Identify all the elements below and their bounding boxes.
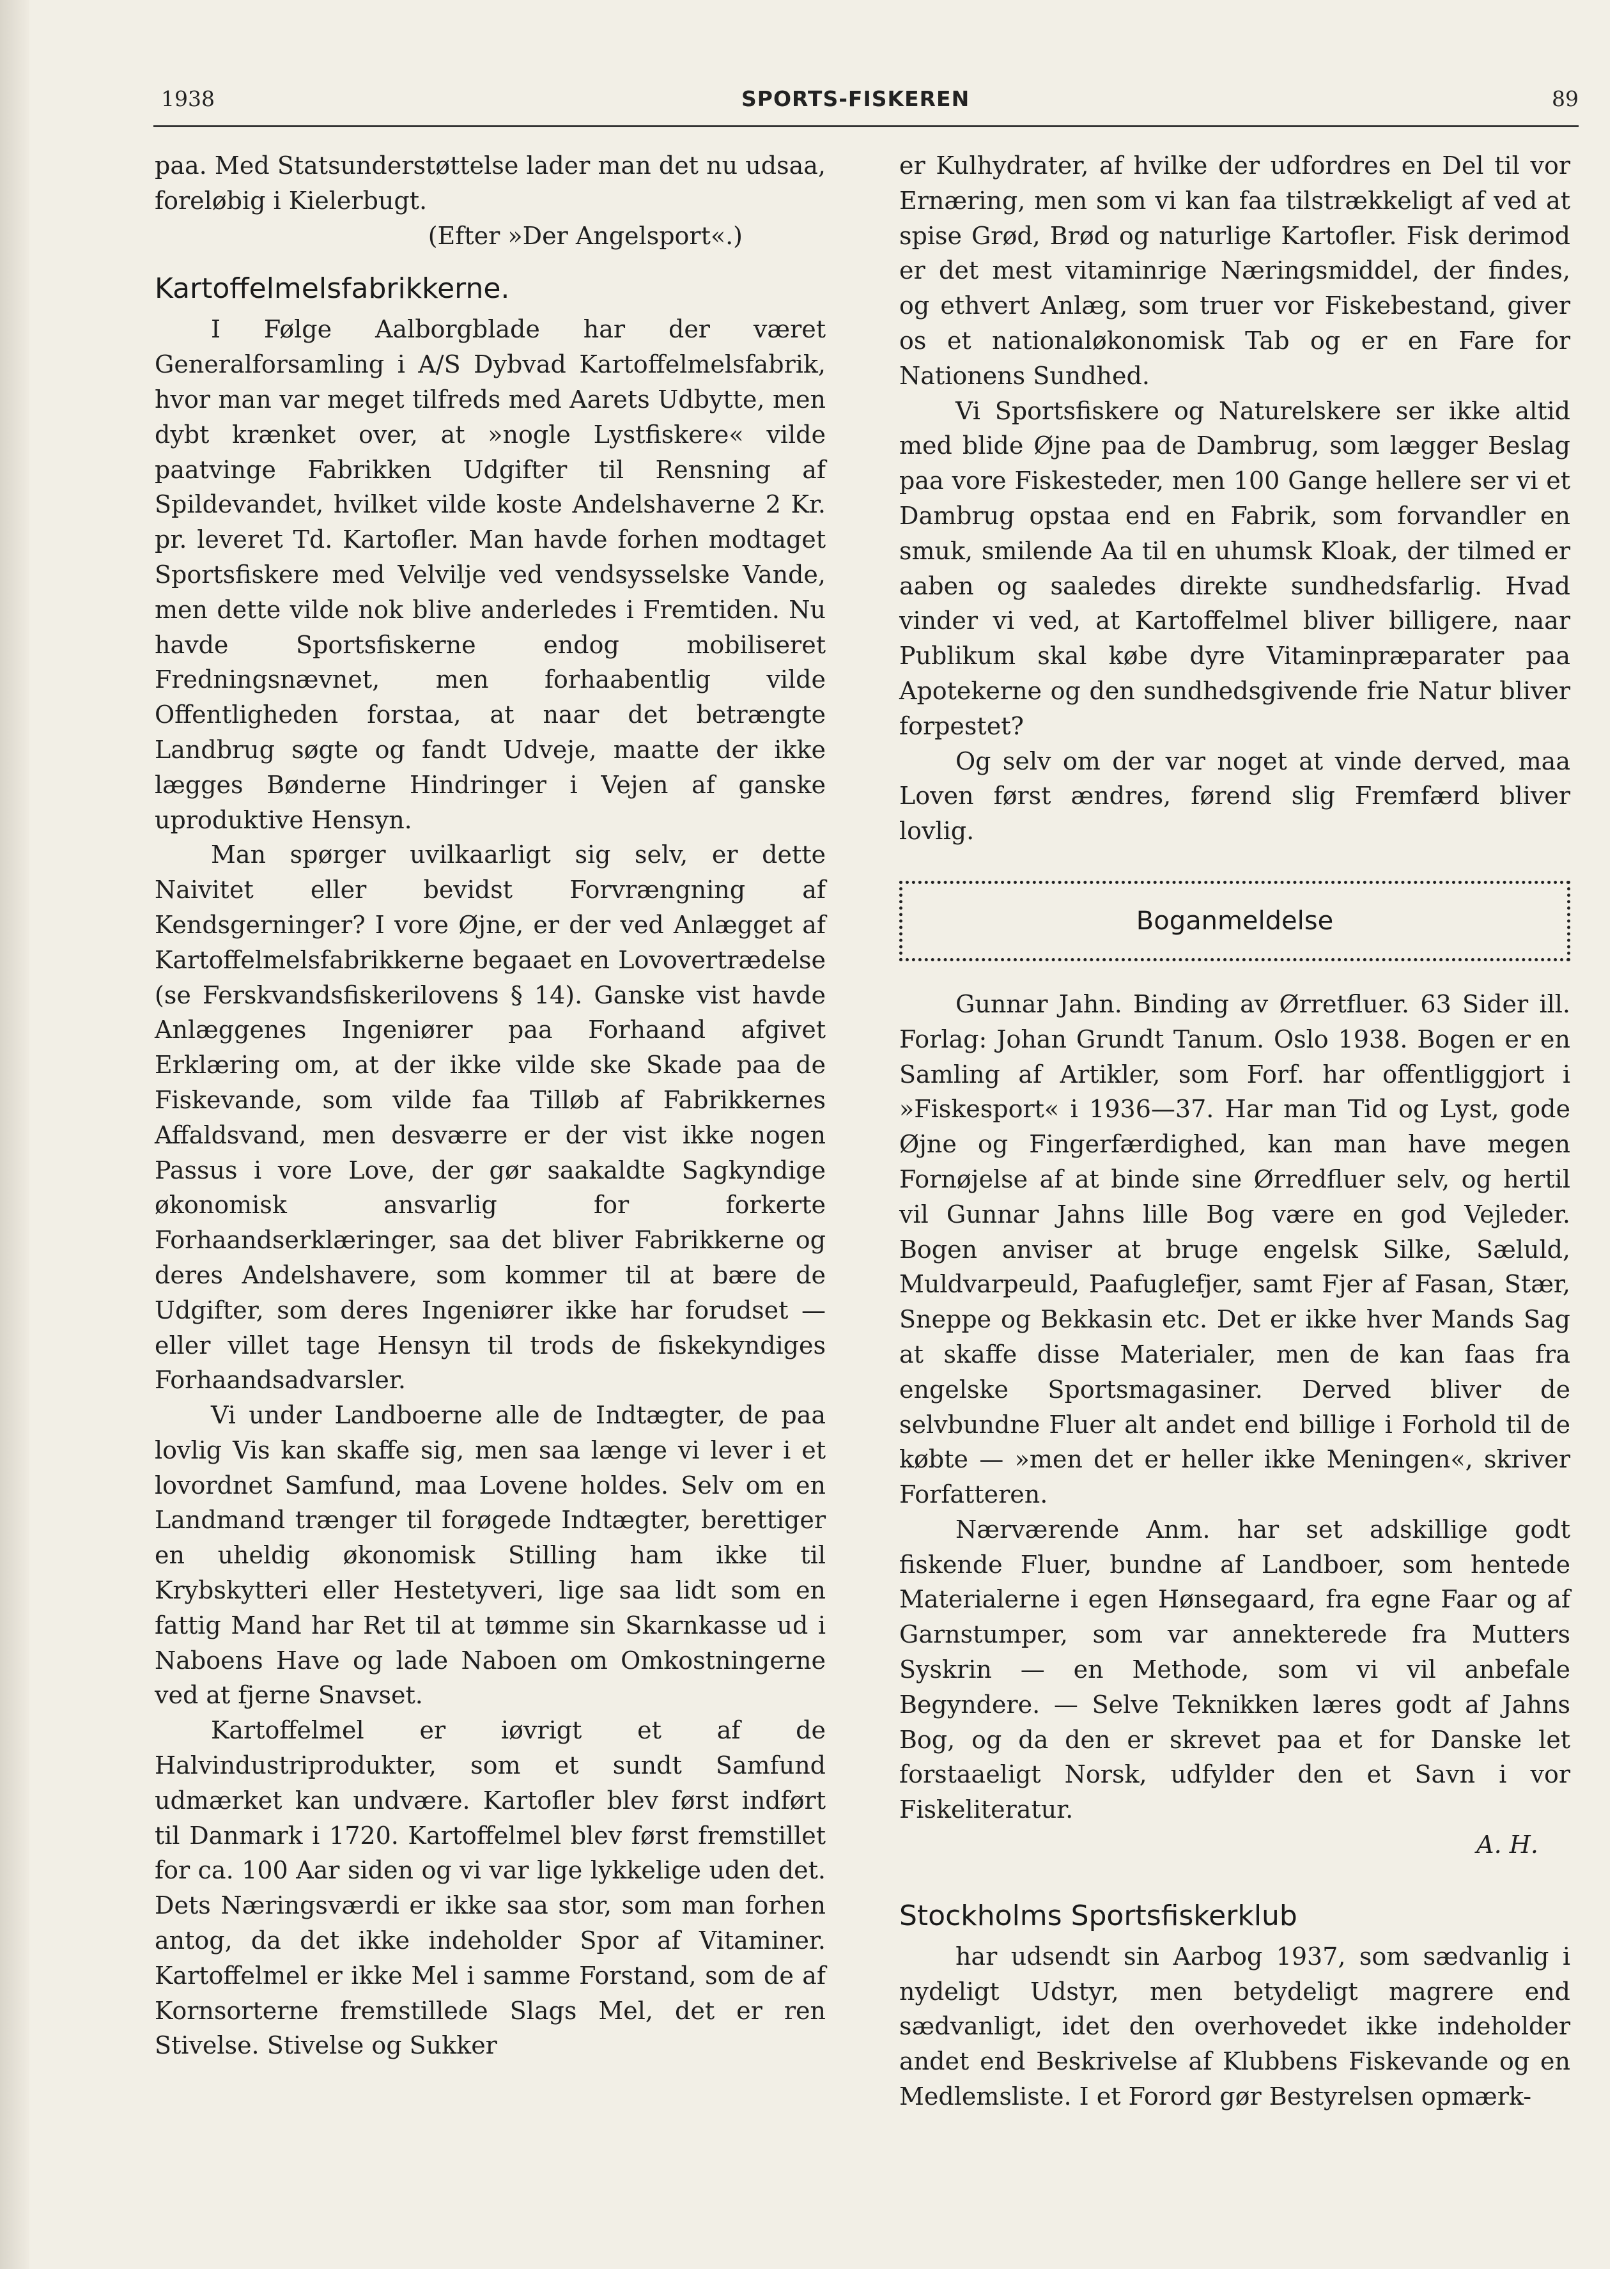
paragraph: I Følge Aalborgblade har der været Generalforsamling i A/S Dybvad Kartoffelmelsfabrik, hvor man var meget tilfreds med Aarets Udbytte, men dybt krænket over, at »nogle Lystfiskere« vilde paatvinge Fabrikken Udgifter til Rensning af Spildevandet, hvilket vilde koste Andelshaverne 2 Kr. pr. leveret Td. Kartofler. Man havde forhen modtaget Sportsfiskere med Velvilje ved vendsysselske Vande, men dette vilde nok blive anderledes i Fremtiden. Nu havde Sportsfiskerne endog mobiliseret Fredningsnævnet, men forhaabentlig vilde Offentligheden forstaa, at naar det betrængte Landbrug søgte og fandt Udveje, maatte der ikke lægges Bønderne Hindringer i Vejen af ganske uproduktive Hensyn. xyxy=(155,315,826,834)
binding-gutter xyxy=(0,0,29,2269)
review-paragraph: Gunnar Jahn. Binding av Ørretfluer. 63 Sider ill. Forlag: Johan Grundt Tanum. Oslo 1938. Bogen er en Samling af Artikler, som Forf. har offentliggjort i »Fiskesport« i 1936—37. Har man Tid og Lyst, gode Øjne og Fingerfærdighed, kan man have megen Fornøjelse af at binde sine Ørredfluer selv, og hertil vil Gunnar Jahns lille Bog være en god Vejleder. Bogen anviser at bruge engelsk Silke, Sæluld, Muldvarpeuld, Paafuglefjer, samt Fjer af Fasan, Stær, Sneppe og Bekkasin etc. Det er ikke hver Mands Sag at skaffe disse Materialer, men de kan faas fra engelske Sportsmagasiner. Derved bliver de selvbundne Fluer alt andet end billige i Forhold til de købte — »men det er heller ikke Meningen«, skriver Forfatteren. xyxy=(899,989,1570,1509)
review-signature: A. H. xyxy=(1476,1831,1538,1859)
review-box xyxy=(899,881,1570,961)
right-column xyxy=(899,148,1570,2114)
header-rule xyxy=(153,125,1579,127)
intro-text: paa. Med Statsunderstøttelse lader man det nu udsaa, foreløbig i Kielerbugt. xyxy=(155,151,826,215)
paragraph: Vi under Landboerne alle de Indtægter, de paa lovlig Vis kan skaffe sig, men saa længe vi lever i et lovordnet Samfund, maa Lovene holdes. Selv om en Landmand trænger til forøgede Indtægter, berettiger en uheldig økonomisk Stilling ham ikke til Krybskytteri eller Hestetyveri, lige saa lidt som en fattig Mand har Ret til at tømme sin Skarnkasse ud i Naboens Have og lade Naboen om Omkostningerne ved at fjerne Snavset. xyxy=(155,1401,826,1710)
intro-source: (Efter »Der Angelsport«.) xyxy=(428,221,743,250)
page-edge xyxy=(1610,0,1624,2269)
review-paragraph: Nærværende Anm. har set adskillige godt fiskende Fluer, bundne af Landboer, som hentede Materialerne i egen Hønsegaard, fra egne Faar og af Garnstumper, som var annekterede fra Mutters Syskrin — en Methode, som vi vil anbefale Begyndere. — Selve Teknikken læres godt af Jahns Bog, og da den er skrevet paa et for Danske let forstaaeligt Norsk, udfylder den et Savn i vor Fiskeliteratur. xyxy=(899,1515,1570,1824)
paragraph: Og selv om der var noget at vinde derved, maa Loven først ændres, førend slig Fremfærd bliver lovlig. xyxy=(899,747,1570,846)
paragraph: Man spørger uvilkaarligt sig selv, er dette Naivitet eller bevidst Forvrængning af Kendsgerninger? I vore Øjne, er der ved Anlægget af Kartoffelmelsfabrikkerne begaaet en Lovovertrædelse (se Ferskvandsfiskerilovens § 14). Ganske vist havde Anlæggenes Ingeniører paa Forhaand afgivet Erklæring om, at der ikke vilde ske Skade paa de Fiskevande, som vilde faa Tilløb af Fabrikkernes Affaldsvand, men desværre er der vist ikke nogen Passus i vore Love, der gør saakaldte Sagkyndige økonomisk ansvarlig for forkerte Forhaandserklæringer, saa det bliver Fabrikkerne og deres Andelshavere, som kommer til at bære de Udgifter, som deres Ingeniører ikke har forudset — eller villet tage Hensyn til trods de fiskekyndiges Forhaandsadvarsler. xyxy=(155,840,826,1395)
running-header xyxy=(153,86,1579,125)
article-heading: Kartoffelmelsfabrikkerne. xyxy=(155,272,510,306)
left-column xyxy=(155,148,826,2063)
header-year: 1938 xyxy=(161,86,215,111)
page-number: 89 xyxy=(1552,86,1579,111)
header-title: SPORTS-FISKEREN xyxy=(741,86,970,111)
paragraph: Vi Sportsfiskere og Naturelskere ser ikke altid med blide Øjne paa de Dambrug, som lægger Beslag paa vore Fiskesteder, men 100 Gange hellere ser vi et Dambrug opstaa end en Fabrik, som forvandler en smuk, smilende Aa til en uhumsk Kloak, der tilmed er aaben og saaledes direkte sundhedsfarlig. Hvad vinder vi ved, at Kartoffelmel bliver billigere, naar Publikum skal købe dyre Vitaminpræparater paa Apotekerne og den sundhedsgivende frie Natur bliver forpestet? xyxy=(899,396,1570,740)
paragraph: er Kulhydrater, af hvilke der udfordres en Del til vor Ernæring, men som vi kan faa tilstrækkeligt af ved at spise Grød, Brød og naturlige Kartofler. Fisk derimod er det mest vitaminrige Næringsmiddel, der findes, og ethvert Anlæg, som truer vor Fiskebestand, giver os et nationaløkonomisk Tab og er en Fare for Nationens Sundhed. xyxy=(899,151,1570,390)
paragraph: har udsendt sin Aarbog 1937, som sædvanlig i nydeligt Udstyr, men betydeligt magrere end sædvanligt, idet den overhovedet ikke indeholder andet end Beskrivelse af Klubbens Fiskevande og en Medlemsliste. I et Forord gør Bestyrelsen opmærk- xyxy=(899,1942,1570,2111)
paragraph: Kartoffelmel er iøvrigt et af de Halvindustriprodukter, som et sundt Samfund udmærket kan undvære. Kartofler blev først indført til Danmark i 1720. Kartoffelmel blev først fremstillet for ca. 100 Aar siden og vi var lige lykkelige uden det. Dets Næringsværdi er ikke saa stor, som man forhen antog, da det ikke indeholder Spor af Vitaminer. Kartoffelmel er ikke Mel i samme Forstand, som de af Kornsorterne fremstillede Slags Mel, det er ren Stivelse. Stivelse og Sukker xyxy=(155,1716,826,2060)
section-heading: Stockholms Sportsfiskerklub xyxy=(899,1899,1297,1932)
review-box-title: Boganmeldelse xyxy=(1136,906,1334,936)
